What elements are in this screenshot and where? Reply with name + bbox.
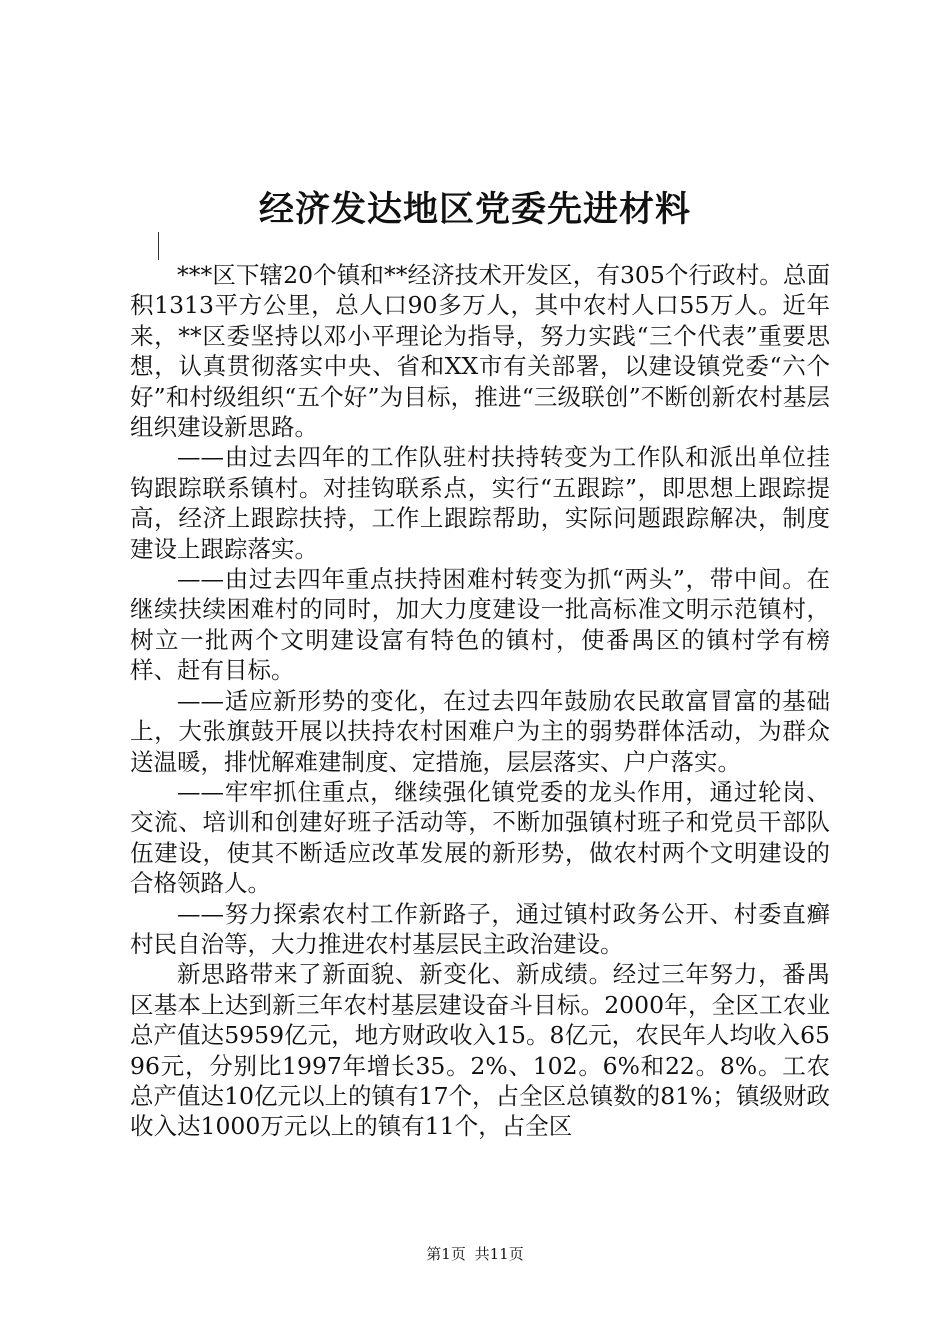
page-number: 第1页 — [426, 1245, 466, 1263]
document-body — [130, 260, 830, 1142]
paragraph: ——由过去四年的工作队驻村扶持转变为工作队和派出单位挂钩跟踪联系镇村。对挂钩联系点，实行“五跟踪”，即思想上跟踪提高，经济上跟踪扶持，工作上跟踪帮助，实际问题跟踪解决，制度建设上跟踪落实。 — [130, 443, 830, 563]
document-title: 经济发达地区党委先进材料 — [258, 189, 691, 230]
paragraph: ——由过去四年重点扶持困难村转变为抓“两头”，带中间。在继续扶续困难村的同时，加大力度建设一批高标准文明示范镇村，树立一批两个文明建设富有特色的镇村，使番禺区的镇村学有榜样、赶有目标。 — [130, 565, 830, 685]
paragraph: 新思路带来了新面貌、新变化、新成绩。经过三年努力，番禺区基本上达到新三年农村基层建设奋斗目标。2000年，全区工农业总产值达5959亿元，地方财政收入15。8亿元，农民年人均收入6596元，分别比1997年增长35。2%、102。6%和22。8%。工农总产值达10亿元以上的镇有17个，占全区总镇数的81%；镇级财政收入达1000万元以上的镇有11个，占全区 — [130, 960, 830, 1141]
paragraph: ——努力探索农村工作新路子，通过镇村政务公开、村委直癣村民自治等，大力推进农村基层民主政治建设。 — [130, 899, 830, 958]
paragraph: ——适应新形势的变化，在过去四年鼓励农民敢富冒富的基础上，大张旗鼓开展以扶持农村困难户为主的弱势群体活动，为群众送温暖，排忧解难建制度、定措施，层层落实、户户落实。 — [130, 686, 830, 776]
page-footer — [0, 1244, 950, 1264]
page-total: 共11页 — [474, 1245, 524, 1263]
paragraph: ——牢牢抓住重点，继续强化镇党委的龙头作用，通过轮岗、交流、培训和创建好班子活动等，不断加强镇村班子和党员干部队伍建设，使其不断适应改革发展的新形势，做农村两个文明建设的合格领路人。 — [130, 777, 830, 898]
paragraph: ***区下辖20个镇和**经济技术开发区，有305个行政村。总面积1313平方公里，总人口90多万人，其中农村人口55万人。近年来，**区委坚持以邓小平理论为指导，努力实践“三个代表”重要思想，认真贯彻落实中央、省和XX市有关部署，以建设镇党委“六个好”和村级组织“五个好”为目标，推进“三级联创”不断创新农村基层组织建设新思路。 — [130, 261, 830, 442]
text-cursor — [158, 232, 159, 260]
